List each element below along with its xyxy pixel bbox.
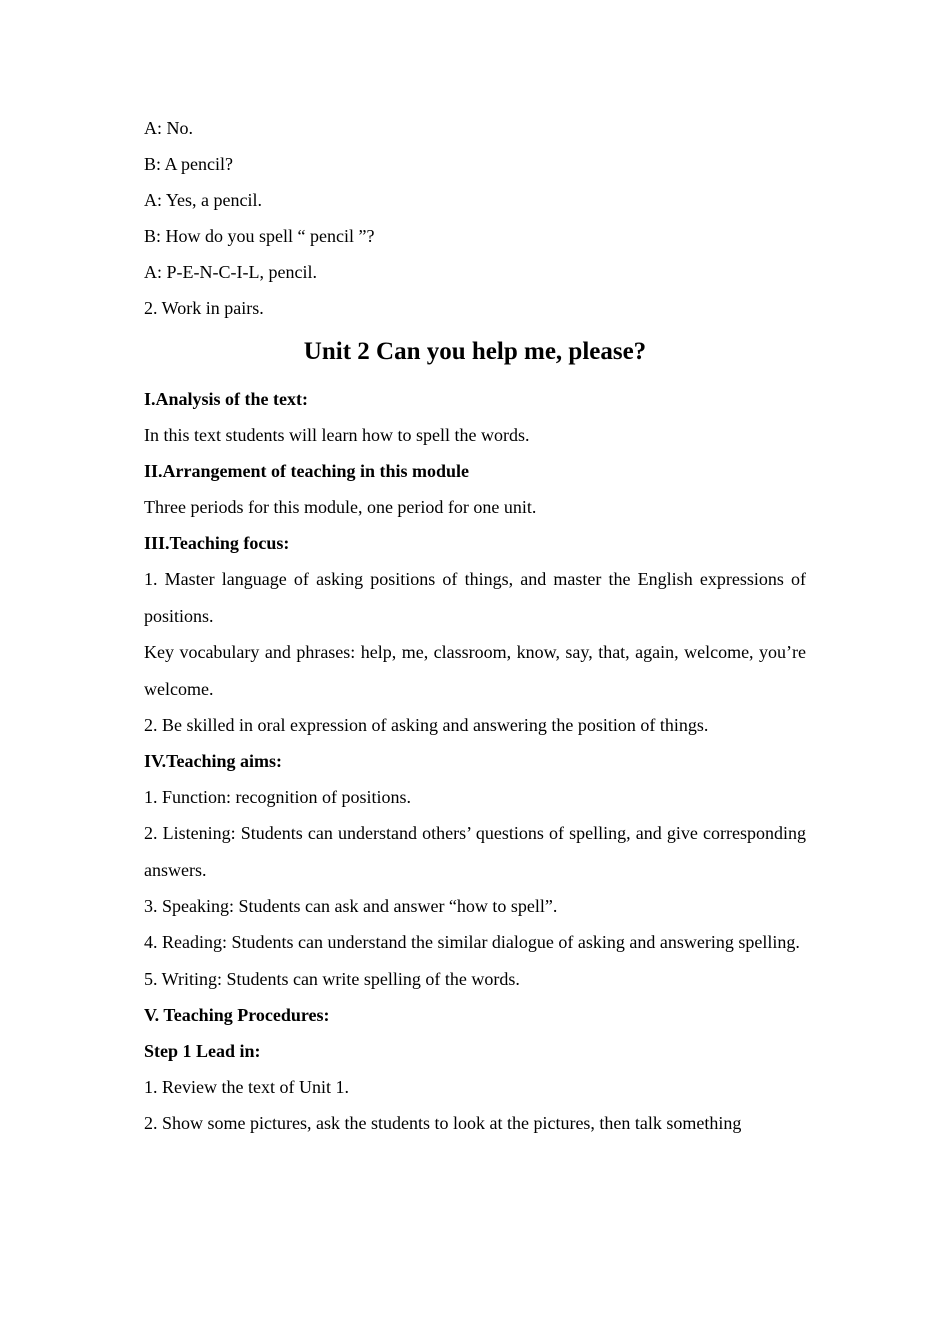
work-in-pairs-line: 2. Work in pairs. — [144, 298, 264, 318]
aim-item-4: 4. Reading: Students can understand the similar dialogue of asking and answering spelling. — [144, 932, 800, 952]
dialogue-line: A: P-E-N-C-I-L, pencil. — [144, 262, 317, 282]
focus-item-1: 1. Master language of asking positions of things, and master the English expressions of positions. — [144, 569, 806, 626]
unit-title: Unit 2 Can you help me, please? — [303, 338, 647, 365]
aim-item-3: 3. Speaking: Students can ask and answer “how to spell”. — [144, 896, 558, 916]
aim-item-2: 2. Listening: Students can understand others’ questions of spelling, and give corresponding answers. — [144, 823, 806, 880]
focus-item-2: 2. Be skilled in oral expression of asking and answering the position of things. — [144, 715, 709, 735]
dialogue-line: A: Yes, a pencil. — [144, 190, 262, 210]
section-heading-teaching-procedures: V. Teaching Procedures: — [144, 1004, 330, 1025]
section-heading-arrangement: II.Arrangement of teaching in this module — [144, 461, 469, 481]
aim-item-1: 1. Function: recognition of positions. — [144, 787, 411, 807]
procedure-item-2: 2. Show some pictures, ask the students to look at the pictures, then talk something — [144, 1112, 742, 1133]
arrangement-text: Three periods for this module, one period for one unit. — [144, 497, 537, 517]
dialogue-line: A: No. — [144, 118, 193, 138]
step1-heading: Step 1 Lead in: — [144, 1040, 261, 1061]
procedure-item-1: 1. Review the text of Unit 1. — [144, 1076, 349, 1097]
key-vocabulary: Key vocabulary and phrases: help, me, classroom, know, say, that, again, welcome, you’re welcome. — [144, 642, 806, 699]
aim-item-5: 5. Writing: Students can write spelling of the words. — [144, 968, 520, 989]
section-heading-analysis: I.Analysis of the text: — [144, 389, 308, 409]
section-heading-teaching-aims: IV.Teaching aims: — [144, 751, 283, 771]
page-content — [144, 110, 806, 1141]
dialogue-line: B: How do you spell “ pencil ”? — [144, 226, 375, 246]
dialogue-line: B: A pencil? — [144, 154, 233, 174]
analysis-text: In this text students will learn how to spell the words. — [144, 425, 530, 445]
section-heading-teaching-focus: III.Teaching focus: — [144, 533, 290, 553]
